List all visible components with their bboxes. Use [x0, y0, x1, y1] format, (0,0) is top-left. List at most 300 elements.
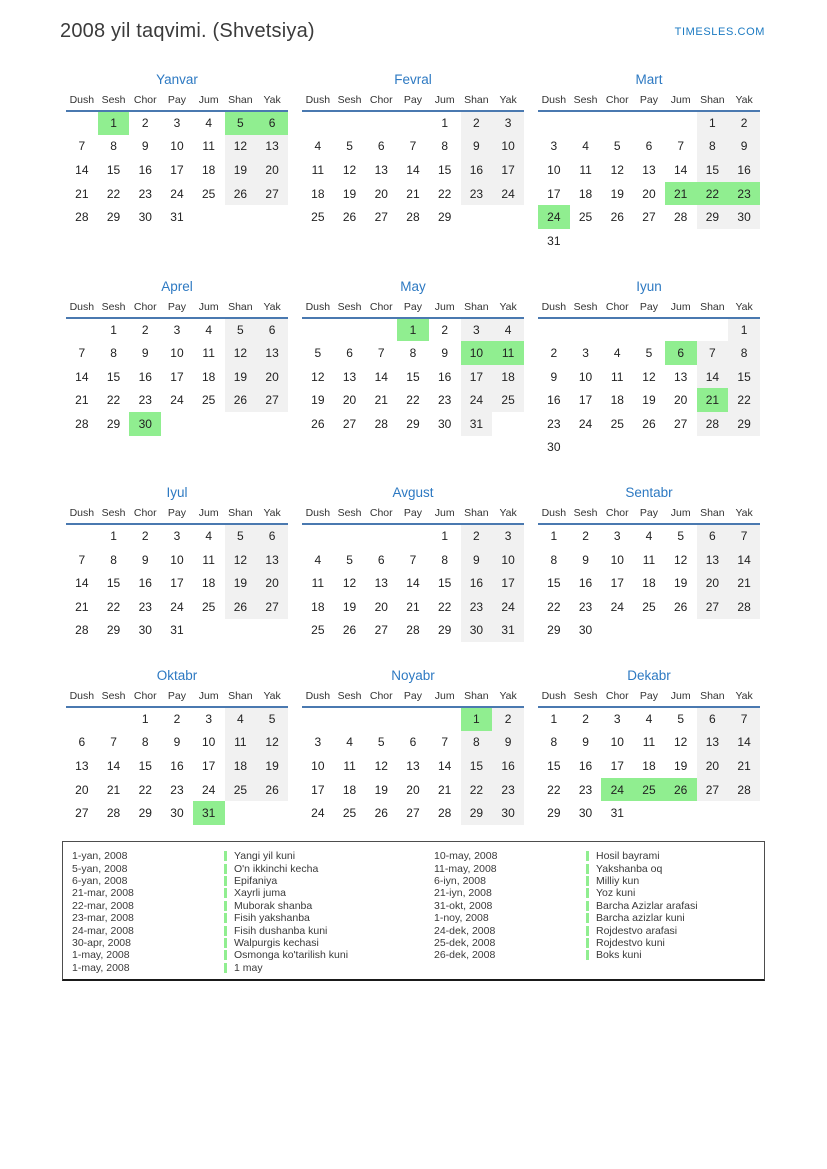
day-cell: 24	[170, 599, 184, 614]
holiday-marker-icon	[224, 851, 227, 861]
month-iyun	[538, 279, 760, 460]
weekday-header-row	[66, 301, 288, 318]
week-row	[538, 778, 760, 802]
day-cell: 23	[578, 599, 593, 614]
weekday-header: Shan	[461, 507, 493, 524]
day-cell: 24	[170, 186, 184, 201]
month-table	[538, 507, 760, 642]
legend-date: 30-apr, 2008	[72, 936, 131, 949]
week-row	[538, 229, 760, 253]
day-cell: 27	[673, 416, 688, 431]
day-cell: 4	[645, 712, 653, 727]
weekday-header: Shan	[225, 94, 257, 111]
day-cell: 11	[343, 759, 356, 774]
week-row	[538, 524, 760, 548]
day-cell: 27	[374, 210, 388, 225]
weekday-header: Jum	[429, 507, 461, 524]
day-cell: 23	[138, 186, 152, 201]
day-cell: 2	[461, 111, 493, 135]
day-cell-holiday: 21	[665, 182, 697, 206]
week-row	[66, 524, 288, 548]
day-cell: 20	[256, 158, 288, 182]
day-cell: 11	[642, 735, 656, 750]
weekday-header: Shan	[697, 507, 729, 524]
day-cell: 1	[441, 116, 448, 131]
day-cell: 18	[578, 186, 593, 201]
day-cell: 9	[550, 369, 558, 384]
legend-row	[434, 949, 698, 961]
weekday-header: Yak	[256, 94, 288, 111]
day-cell: 23	[492, 778, 524, 802]
week-row	[302, 182, 524, 206]
day-cell: 9	[141, 139, 149, 154]
day-cell: 21	[75, 599, 89, 614]
day-cell: 30	[461, 619, 493, 643]
legend-holiday-name: 1 may	[234, 961, 263, 974]
day-cell: 29	[547, 806, 561, 821]
day-cell	[492, 412, 524, 436]
day-cell	[665, 619, 697, 643]
day-cell: 7	[110, 735, 117, 750]
day-cell	[66, 111, 98, 135]
legend-holiday-name: Fisih dushanba kuni	[234, 924, 328, 937]
day-cell: 15	[547, 759, 561, 774]
legend-row	[434, 912, 698, 924]
day-cell: 22	[106, 599, 121, 614]
legend-date: 6-iyn, 2008	[434, 875, 486, 888]
day-cell	[633, 436, 665, 460]
day-cell: 2	[582, 529, 589, 544]
week-row	[66, 571, 288, 595]
weekday-header-row	[538, 690, 760, 707]
legend-date: 21-mar, 2008	[72, 887, 134, 900]
day-cell: 7	[728, 707, 760, 731]
holiday-marker-icon	[224, 913, 227, 923]
legend-holiday-name: Barcha azizlar kuni	[596, 912, 685, 925]
weekday-header: Chor	[129, 507, 161, 524]
day-cell: 19	[642, 393, 656, 408]
weekday-header: Jum	[665, 507, 697, 524]
month-days	[538, 318, 760, 460]
legend-date: 26-dek, 2008	[434, 949, 496, 962]
day-cell: 5	[377, 735, 385, 750]
day-cell: 28	[406, 623, 420, 638]
week-row	[538, 754, 760, 778]
legend-holiday-name: Epifaniya	[234, 875, 278, 888]
day-cell: 17	[461, 365, 493, 389]
week-row	[538, 205, 760, 229]
day-cell: 21	[106, 782, 121, 797]
day-cell: 17	[610, 576, 624, 591]
day-cell	[302, 707, 334, 731]
day-cell: 16	[492, 754, 524, 778]
week-row	[66, 158, 288, 182]
day-cell: 21	[728, 754, 760, 778]
month-days	[66, 524, 288, 642]
legend-date: 5-yan, 2008	[72, 862, 128, 875]
day-cell	[256, 205, 288, 229]
day-cell: 12	[342, 576, 357, 591]
day-cell: 18	[492, 365, 524, 389]
day-cell: 14	[75, 369, 89, 384]
day-cell: 1	[697, 111, 729, 135]
day-cell-holiday: 6	[665, 341, 697, 365]
day-cell	[538, 318, 570, 342]
day-cell: 8	[697, 135, 729, 159]
day-cell: 14	[374, 369, 388, 384]
day-cell: 5	[256, 707, 288, 731]
day-cell: 1	[141, 712, 149, 727]
day-cell: 30	[578, 806, 593, 821]
day-cell: 29	[437, 623, 452, 638]
day-cell: 20	[374, 186, 388, 201]
day-cell	[365, 524, 397, 548]
day-cell-holiday: 23	[728, 182, 760, 206]
day-cell: 23	[437, 393, 452, 408]
weekday-header: Yak	[728, 94, 760, 111]
day-cell: 17	[201, 759, 216, 774]
day-cell: 16	[461, 571, 493, 595]
day-cell	[334, 707, 366, 731]
day-cell: 13	[374, 576, 388, 591]
month-title: Dekabr	[627, 668, 671, 684]
day-cell: 16	[728, 158, 760, 182]
day-cell: 21	[728, 571, 760, 595]
holiday-marker-icon	[224, 926, 227, 936]
day-cell-holiday: 24	[601, 778, 633, 802]
day-cell	[728, 619, 760, 643]
day-cell: 13	[673, 369, 688, 384]
day-cell	[633, 801, 665, 825]
day-cell	[334, 524, 366, 548]
day-cell: 22	[106, 393, 121, 408]
day-cell: 13	[256, 135, 288, 159]
legend-holiday-name: Hosil bayrami	[596, 850, 660, 863]
day-cell	[302, 111, 334, 135]
legend-holiday-name: Fisih yakshanba	[234, 912, 310, 925]
day-cell: 8	[461, 731, 493, 755]
day-cell: 8	[141, 735, 149, 750]
day-cell: 16	[138, 576, 152, 591]
weekday-header: Sesh	[334, 690, 366, 707]
day-cell	[601, 436, 633, 460]
weekday-header: Yak	[492, 301, 524, 318]
day-cell: 25	[342, 806, 357, 821]
month-title: Fevral	[394, 72, 432, 87]
day-cell-holiday: 31	[193, 801, 225, 825]
day-cell: 1	[441, 529, 448, 544]
day-cell: 9	[582, 735, 589, 750]
week-row	[302, 318, 524, 342]
legend-row	[72, 887, 434, 899]
legend-column	[72, 850, 434, 979]
week-row	[538, 341, 760, 365]
day-cell: 17	[578, 393, 593, 408]
day-cell	[334, 111, 366, 135]
day-cell	[538, 111, 570, 135]
day-cell: 18	[610, 393, 624, 408]
legend-date: 10-may, 2008	[434, 850, 498, 863]
month-title: Iyun	[636, 278, 662, 294]
weekday-header: Jum	[193, 94, 225, 111]
day-cell: 15	[437, 162, 452, 177]
day-cell: 7	[377, 345, 385, 360]
day-cell	[601, 111, 633, 135]
week-row	[66, 778, 288, 802]
day-cell: 25	[225, 778, 257, 802]
day-cell: 7	[78, 552, 86, 567]
legend-date: 6-yan, 2008	[72, 875, 128, 888]
day-cell	[633, 318, 665, 342]
day-cell	[365, 707, 397, 731]
day-cell: 11	[225, 731, 257, 755]
day-cell: 16	[170, 759, 184, 774]
day-cell: 17	[170, 369, 184, 384]
month-table	[302, 690, 524, 825]
day-cell: 22	[106, 186, 121, 201]
day-cell: 3	[461, 318, 493, 342]
day-cell	[98, 707, 130, 731]
site-link[interactable]: TIMESLES.COM	[674, 26, 765, 38]
day-cell: 10	[492, 135, 524, 159]
day-cell: 14	[406, 162, 420, 177]
holiday-marker-icon	[586, 876, 589, 886]
day-cell: 4	[314, 139, 322, 154]
weekday-header: Pay	[633, 94, 665, 111]
week-row	[302, 365, 524, 389]
day-cell	[601, 619, 633, 643]
week-row	[302, 595, 524, 619]
day-cell	[633, 111, 665, 135]
day-cell	[665, 318, 697, 342]
month-may	[302, 279, 524, 436]
legend-holiday-name: Rojdestvo kuni	[596, 936, 665, 949]
page-title: 2008 yil taqvimi. (Shvetsiya)	[60, 20, 315, 42]
legend-row	[434, 875, 698, 887]
holiday-marker-icon	[586, 851, 589, 861]
day-cell	[697, 436, 729, 460]
weekday-header: Shan	[461, 690, 493, 707]
day-cell	[365, 318, 397, 342]
months-grid	[66, 72, 827, 825]
day-cell	[397, 524, 429, 548]
day-cell: 22	[728, 388, 760, 412]
day-cell: 22	[547, 782, 561, 797]
day-cell: 25	[311, 623, 325, 638]
day-cell: 2	[173, 712, 181, 727]
day-cell: 10	[170, 139, 184, 154]
day-cell: 3	[173, 322, 181, 337]
day-cell: 2	[141, 529, 149, 544]
week-row	[538, 158, 760, 182]
week-row	[66, 731, 288, 755]
day-cell: 19	[256, 754, 288, 778]
month-title: Mart	[635, 72, 663, 87]
day-cell: 5	[645, 345, 653, 360]
day-cell: 8	[550, 735, 558, 750]
day-cell: 10	[170, 552, 184, 567]
weekday-header: Sesh	[98, 94, 130, 111]
day-cell: 24	[492, 595, 524, 619]
day-cell	[256, 619, 288, 643]
day-cell	[225, 205, 257, 229]
day-cell: 12	[673, 735, 688, 750]
day-cell: 9	[492, 731, 524, 755]
day-cell: 23	[461, 595, 493, 619]
month-oktabr	[66, 668, 288, 825]
day-cell: 28	[406, 210, 420, 225]
day-cell: 14	[697, 365, 729, 389]
weekday-header: Yak	[728, 507, 760, 524]
day-cell: 5	[677, 712, 684, 727]
weekday-header: Jum	[193, 301, 225, 318]
weekday-header: Pay	[161, 690, 193, 707]
day-cell: 3	[173, 529, 181, 544]
week-row	[538, 412, 760, 436]
day-cell: 20	[697, 571, 729, 595]
weekday-header: Shan	[461, 301, 493, 318]
weekday-header: Yak	[728, 301, 760, 318]
day-cell: 17	[492, 158, 524, 182]
day-cell: 6	[78, 735, 86, 750]
day-cell: 5	[346, 139, 353, 154]
weekday-header-row	[66, 94, 288, 111]
day-cell	[193, 205, 225, 229]
day-cell: 12	[225, 341, 257, 365]
legend-row	[72, 862, 434, 874]
day-cell: 13	[256, 548, 288, 572]
legend-date: 11-may, 2008	[434, 862, 497, 875]
day-cell: 19	[225, 365, 257, 389]
month-title: Iyul	[166, 485, 188, 501]
day-cell: 15	[406, 369, 420, 384]
day-cell: 2	[441, 322, 448, 337]
day-cell: 24	[311, 806, 325, 821]
day-cell: 29	[106, 416, 121, 431]
day-cell: 8	[110, 139, 117, 154]
day-cell: 20	[642, 186, 656, 201]
day-cell: 9	[728, 135, 760, 159]
day-cell: 17	[311, 782, 325, 797]
day-cell: 15	[461, 754, 493, 778]
legend-date: 1-noy, 2008	[434, 912, 489, 925]
week-row	[66, 388, 288, 412]
weekday-header-row	[302, 690, 524, 707]
weekday-header: Sesh	[570, 690, 602, 707]
day-cell: 13	[642, 162, 656, 177]
day-cell: 23	[170, 782, 184, 797]
week-row	[538, 182, 760, 206]
day-cell: 22	[138, 782, 152, 797]
day-cell: 18	[642, 576, 656, 591]
legend-holiday-name: Yoz kuni	[596, 887, 636, 900]
day-cell: 18	[201, 576, 216, 591]
day-cell: 26	[225, 388, 257, 412]
day-cell: 24	[461, 388, 493, 412]
day-cell: 26	[225, 595, 257, 619]
legend-holiday-name: Yangi yil kuni	[234, 850, 296, 863]
day-cell: 19	[225, 571, 257, 595]
holiday-marker-icon	[224, 901, 227, 911]
day-cell: 2	[550, 345, 558, 360]
legend-holiday-name: O'n ikkinchi kecha	[234, 862, 319, 875]
legend-date: 24-mar, 2008	[72, 924, 134, 937]
day-cell: 31	[461, 412, 493, 436]
day-cell: 23	[578, 782, 593, 797]
weekday-header-row	[66, 690, 288, 707]
day-cell: 25	[201, 186, 216, 201]
day-cell: 7	[78, 139, 86, 154]
day-cell	[161, 412, 193, 436]
day-cell	[365, 111, 397, 135]
day-cell	[728, 229, 760, 253]
holiday-marker-icon	[224, 876, 227, 886]
weekday-header: Chor	[129, 301, 161, 318]
day-cell: 15	[106, 576, 121, 591]
week-row	[302, 801, 524, 825]
day-cell: 13	[697, 548, 729, 572]
day-cell-holiday: 24	[538, 205, 570, 229]
day-cell: 14	[106, 759, 121, 774]
weekday-header: Jum	[665, 94, 697, 111]
weekday-header: Chor	[601, 94, 633, 111]
week-row	[302, 524, 524, 548]
holiday-marker-icon	[586, 938, 589, 948]
day-cell: 21	[437, 782, 452, 797]
legend-holiday-name: Yakshanba oq	[596, 862, 663, 875]
day-cell: 16	[138, 369, 152, 384]
day-cell: 7	[409, 139, 417, 154]
weekday-header: Sesh	[570, 301, 602, 318]
day-cell: 11	[311, 576, 325, 591]
month-days	[538, 111, 760, 253]
day-cell: 5	[225, 524, 257, 548]
day-cell: 12	[256, 731, 288, 755]
weekday-header: Dush	[66, 507, 98, 524]
day-cell: 27	[342, 416, 357, 431]
day-cell: 4	[205, 529, 212, 544]
day-cell: 20	[697, 754, 729, 778]
day-cell: 19	[610, 186, 624, 201]
day-cell	[665, 111, 697, 135]
day-cell: 31	[170, 210, 184, 225]
day-cell: 29	[106, 623, 121, 638]
day-cell: 20	[342, 393, 357, 408]
day-cell: 7	[677, 139, 684, 154]
day-cell: 4	[582, 139, 589, 154]
day-cell: 9	[141, 552, 149, 567]
day-cell: 6	[256, 524, 288, 548]
legend-date: 1-may, 2008	[72, 949, 130, 962]
day-cell: 25	[311, 210, 325, 225]
day-cell: 16	[547, 393, 561, 408]
month-table	[66, 690, 288, 825]
weekday-header: Pay	[633, 690, 665, 707]
day-cell	[334, 318, 366, 342]
week-row	[302, 205, 524, 229]
day-cell: 19	[673, 576, 688, 591]
weekday-header-row	[302, 507, 524, 524]
day-cell: 25	[642, 599, 656, 614]
day-cell: 2	[141, 116, 149, 131]
month-avgust	[302, 485, 524, 642]
day-cell: 29	[406, 416, 420, 431]
week-row	[66, 595, 288, 619]
day-cell: 10	[311, 759, 325, 774]
day-cell: 6	[377, 139, 385, 154]
day-cell	[66, 318, 98, 342]
week-row	[538, 365, 760, 389]
